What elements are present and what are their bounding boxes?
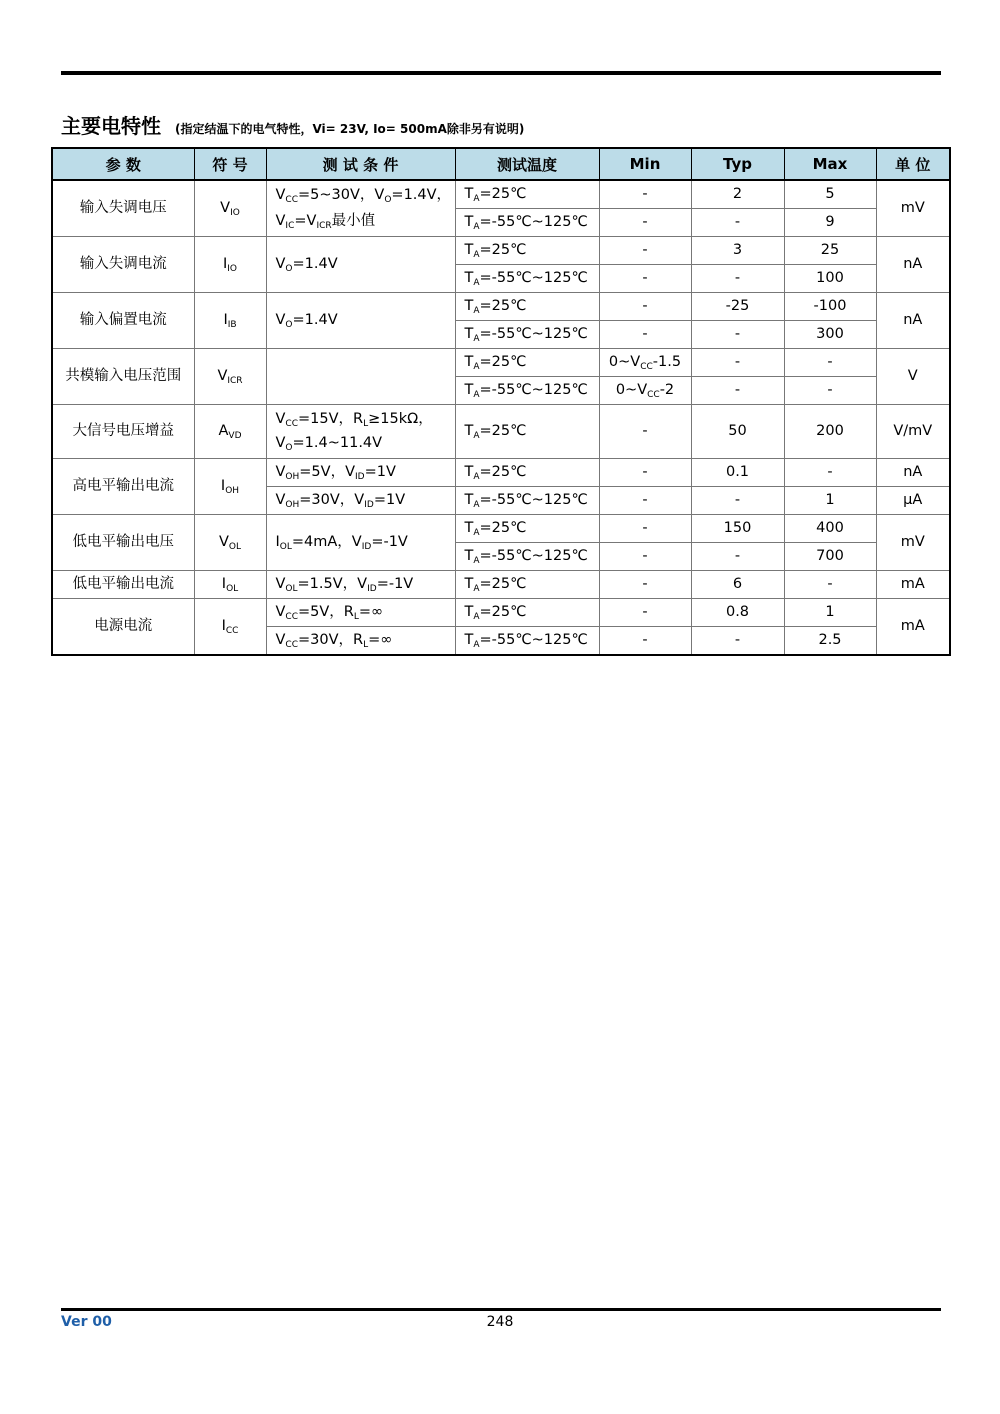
min-cell: - bbox=[599, 459, 691, 487]
min-cell: - bbox=[599, 209, 691, 237]
header-param: 参 数 bbox=[52, 148, 194, 180]
max-cell: 9 bbox=[784, 209, 876, 237]
condition-cell: $V_{CC}=5V$，$R_L=\infty$ bbox=[266, 599, 455, 627]
max-cell: 100 bbox=[784, 265, 876, 293]
max-cell: 400 bbox=[784, 515, 876, 543]
condition-cell: $V_{OH}=30V$，$V_{ID}=1V$ bbox=[266, 487, 455, 515]
header-typ: Typ bbox=[691, 148, 784, 180]
section-title bbox=[61, 110, 524, 139]
typ-cell: 0.1 bbox=[691, 459, 784, 487]
max-cell: - bbox=[784, 349, 876, 377]
unit-cell: nA bbox=[876, 293, 950, 349]
typ-cell: - bbox=[691, 321, 784, 349]
temp-cell: $T_A=-55℃\sim 125℃$ bbox=[455, 209, 599, 237]
top-rule bbox=[61, 71, 941, 75]
symbol-cell: $I_{OH}$ bbox=[194, 459, 266, 515]
typ-cell: 6 bbox=[691, 571, 784, 599]
temp-cell: $T_A=-55℃\sim 125℃$ bbox=[455, 487, 599, 515]
condition-cell: $V_O=1.4V$ bbox=[266, 293, 455, 349]
table-row bbox=[52, 405, 950, 459]
temp-cell: $T_A=25℃$ bbox=[455, 459, 599, 487]
condition-cell: $V_{CC}=5\sim 30V$，$V_O=1.4V$， $V_{IC}=V_{ICR}$最小值 bbox=[266, 180, 455, 237]
param-cell: 共模输入电压范围 bbox=[52, 349, 194, 405]
typ-cell: - bbox=[691, 209, 784, 237]
unit-cell: mV bbox=[876, 180, 950, 237]
param-cell: 低电平输出电压 bbox=[52, 515, 194, 571]
typ-cell: 50 bbox=[691, 405, 784, 459]
symbol-cell: $V_{IO}$ bbox=[194, 180, 266, 237]
min-cell: - bbox=[599, 599, 691, 627]
typ-cell: - bbox=[691, 265, 784, 293]
max-cell: 25 bbox=[784, 237, 876, 265]
table-row bbox=[52, 515, 950, 543]
min-cell: $0\sim V_{CC}-1.5$ bbox=[599, 349, 691, 377]
max-cell: - bbox=[784, 459, 876, 487]
temp-cell: $T_A=-55℃\sim 125℃$ bbox=[455, 627, 599, 656]
temp-cell: $T_A=-55℃\sim 125℃$ bbox=[455, 265, 599, 293]
table-row bbox=[52, 599, 950, 627]
min-cell: - bbox=[599, 571, 691, 599]
header-max: Max bbox=[784, 148, 876, 180]
temp-cell: $T_A=25℃$ bbox=[455, 599, 599, 627]
title-subtitle: (指定结温下的电气特性，Vi= 23V, Io= 500mA除非另有说明) bbox=[175, 122, 525, 136]
title-text: 主要电特性 bbox=[61, 114, 161, 138]
condition-cell: $V_O=1.4V$ bbox=[266, 237, 455, 293]
unit-cell: V bbox=[876, 349, 950, 405]
typ-cell: -25 bbox=[691, 293, 784, 321]
min-cell: - bbox=[599, 237, 691, 265]
typ-cell: - bbox=[691, 627, 784, 656]
min-cell: - bbox=[599, 405, 691, 459]
max-cell: 200 bbox=[784, 405, 876, 459]
max-cell: 1 bbox=[784, 487, 876, 515]
table-row bbox=[52, 180, 950, 209]
min-cell: - bbox=[599, 293, 691, 321]
min-cell: - bbox=[599, 627, 691, 656]
unit-cell: μA bbox=[876, 487, 950, 515]
temp-cell: $T_A=25℃$ bbox=[455, 515, 599, 543]
bottom-rule bbox=[61, 1308, 941, 1311]
condition-cell: $V_{OH}=5V$，$V_{ID}=1V$ bbox=[266, 459, 455, 487]
min-cell: - bbox=[599, 487, 691, 515]
condition-cell: $V_{CC}=30V$，$R_L=\infty$ bbox=[266, 627, 455, 656]
typ-cell: 150 bbox=[691, 515, 784, 543]
table-row bbox=[52, 459, 950, 487]
symbol-cell: $I_{OL}$ bbox=[194, 571, 266, 599]
param-cell: 输入偏置电流 bbox=[52, 293, 194, 349]
condition-cell: $V_{CC}=15V$，$R_L\ge 15k\Omega$， $V_O=1.4\sim 11.4V$ bbox=[266, 405, 455, 459]
temp-cell: $T_A=-55℃\sim 125℃$ bbox=[455, 543, 599, 571]
min-cell: - bbox=[599, 321, 691, 349]
max-cell: - bbox=[784, 571, 876, 599]
temp-cell: $T_A=-55℃\sim 125℃$ bbox=[455, 377, 599, 405]
min-cell: - bbox=[599, 265, 691, 293]
typ-cell: 2 bbox=[691, 180, 784, 209]
temp-cell: $T_A=25℃$ bbox=[455, 237, 599, 265]
max-cell: -100 bbox=[784, 293, 876, 321]
unit-cell: mA bbox=[876, 571, 950, 599]
param-cell: 电源电流 bbox=[52, 599, 194, 656]
condition-cell: $I_{OL}=4mA$，$V_{ID}=-1V$ bbox=[266, 515, 455, 571]
temp-cell: $T_A=25℃$ bbox=[455, 293, 599, 321]
max-cell: 700 bbox=[784, 543, 876, 571]
typ-cell: - bbox=[691, 543, 784, 571]
typ-cell: - bbox=[691, 349, 784, 377]
header-symbol: 符 号 bbox=[194, 148, 266, 180]
temp-cell: $T_A=25℃$ bbox=[455, 349, 599, 377]
temp-cell: $T_A=25℃$ bbox=[455, 571, 599, 599]
unit-cell: nA bbox=[876, 459, 950, 487]
param-cell: 输入失调电流 bbox=[52, 237, 194, 293]
min-cell: - bbox=[599, 515, 691, 543]
min-cell: - bbox=[599, 543, 691, 571]
header-min: Min bbox=[599, 148, 691, 180]
temp-cell: $T_A=25℃$ bbox=[455, 405, 599, 459]
page-number: 248 bbox=[486, 1314, 514, 1330]
symbol-cell: $A_{VD}$ bbox=[194, 405, 266, 459]
table-row bbox=[52, 237, 950, 265]
unit-cell: mA bbox=[876, 599, 950, 656]
typ-cell: - bbox=[691, 377, 784, 405]
param-cell: 高电平输出电流 bbox=[52, 459, 194, 515]
symbol-cell: $V_{ICR}$ bbox=[194, 349, 266, 405]
unit-cell: V/mV bbox=[876, 405, 950, 459]
version-label: Ver 00 bbox=[61, 1314, 112, 1330]
condition-cell bbox=[266, 349, 455, 405]
param-cell: 低电平输出电流 bbox=[52, 571, 194, 599]
symbol-cell: $V_{OL}$ bbox=[194, 515, 266, 571]
header-unit: 单 位 bbox=[876, 148, 950, 180]
min-cell: - bbox=[599, 180, 691, 209]
max-cell: 300 bbox=[784, 321, 876, 349]
condition-cell: $V_{OL}=1.5V$，$V_{ID}=-1V$ bbox=[266, 571, 455, 599]
max-cell: 5 bbox=[784, 180, 876, 209]
max-cell: 2.5 bbox=[784, 627, 876, 656]
param-cell: 大信号电压增益 bbox=[52, 405, 194, 459]
temp-cell: $T_A=-55℃\sim 125℃$ bbox=[455, 321, 599, 349]
param-cell: 输入失调电压 bbox=[52, 180, 194, 237]
table-row bbox=[52, 349, 950, 377]
symbol-cell: $I_{IO}$ bbox=[194, 237, 266, 293]
typ-cell: - bbox=[691, 487, 784, 515]
spec-table bbox=[51, 147, 951, 656]
table-row bbox=[52, 293, 950, 321]
header-condition: 测 试 条 件 bbox=[266, 148, 455, 180]
header-temp: 测试温度 bbox=[455, 148, 599, 180]
temp-cell: $T_A=25℃$ bbox=[455, 180, 599, 209]
unit-cell: nA bbox=[876, 237, 950, 293]
table-row bbox=[52, 571, 950, 599]
max-cell: 1 bbox=[784, 599, 876, 627]
max-cell: - bbox=[784, 377, 876, 405]
symbol-cell: $I_{IB}$ bbox=[194, 293, 266, 349]
header-row bbox=[52, 148, 950, 180]
typ-cell: 3 bbox=[691, 237, 784, 265]
unit-cell: mV bbox=[876, 515, 950, 571]
typ-cell: 0.8 bbox=[691, 599, 784, 627]
min-cell: $0\sim V_{CC}-2$ bbox=[599, 377, 691, 405]
symbol-cell: $I_{CC}$ bbox=[194, 599, 266, 656]
